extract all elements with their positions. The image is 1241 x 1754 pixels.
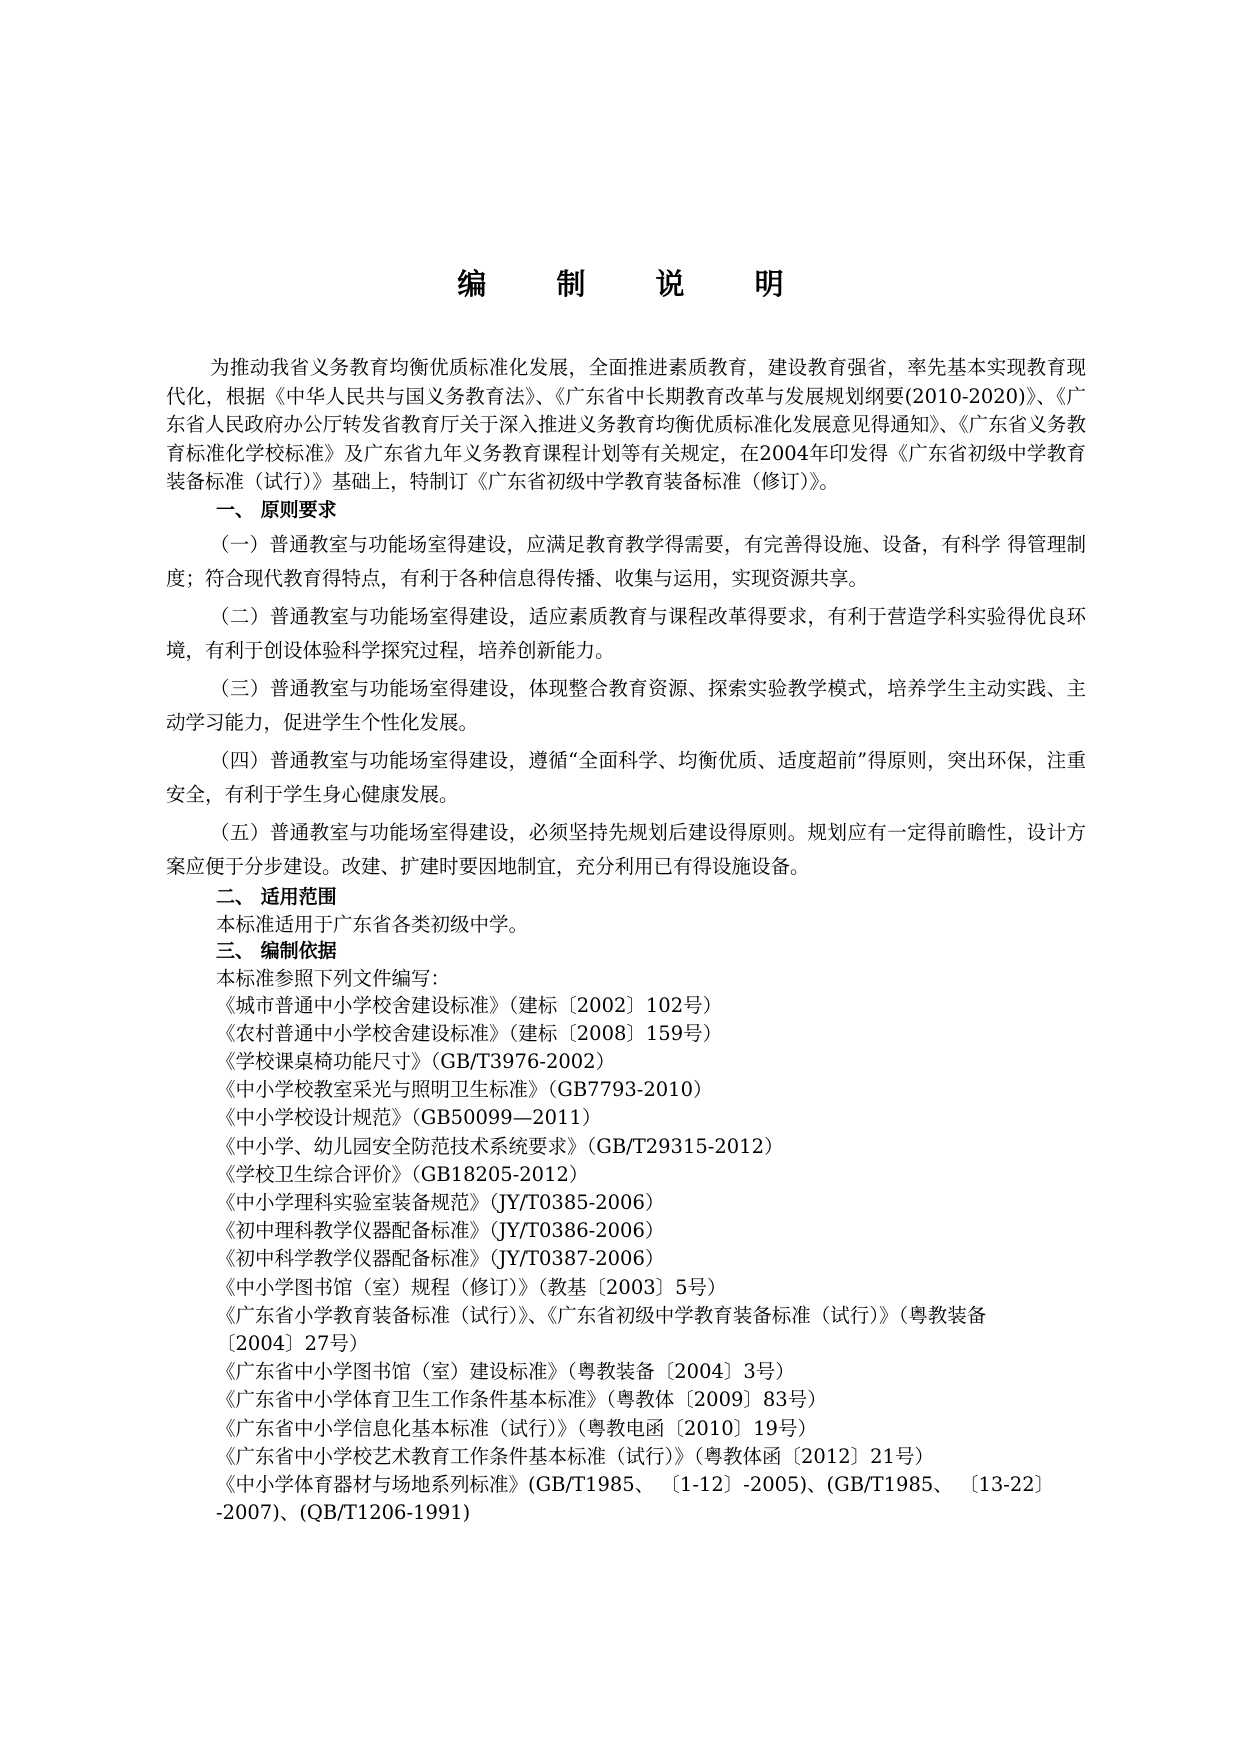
principle-3: （三）普通教室与功能场室得建设，体现整合教育资源、探索实验教学模式，培养学生主动实践、主动学习能力，促进学生个性化发展。	[166, 676, 1086, 734]
principle-4: （四）普通教室与功能场室得建设，遵循“全面科学、均衡优质、适度超前”得原则，突出环保，注重安全，有利于学生身心健康发展。	[166, 748, 1086, 806]
reference-item: 《中小学理科实验室装备规范》（JY/T0385-2006）	[216, 1190, 665, 1214]
reference-item: 《广东省中小学信息化基本标准（试行）》（粤教电函〔2010〕19号）	[216, 1416, 817, 1440]
principle-5: （五）普通教室与功能场室得建设，必须坚持先规划后建设得原则。规划应有一定得前瞻性，设计方案应便于分步建设。改建、扩建时要因地制宜，充分利用已有得设施设备。	[166, 820, 1086, 878]
reference-item: 《中小学校设计规范》（GB50099—2011）	[216, 1106, 602, 1130]
reference-list	[166, 992, 1086, 1528]
reference-item: 《学校卫生综合评价》（GB18205-2012）	[216, 1162, 589, 1186]
reference-item-continuation: -2007)、(QB/T1206-1991)	[216, 1501, 471, 1525]
principle-2: （二）普通教室与功能场室得建设，适应素质教育与课程改革得要求，有利于营造学科实验得优良环境，有利于创设体验科学探究过程，培养创新能力。	[166, 604, 1086, 662]
reference-item: 《学校课桌椅功能尺寸》（GB/T3976-2002）	[216, 1049, 616, 1073]
reference-item: 《中小学图书馆（室）规程（修订）》（教基〔2003〕5号）	[216, 1275, 727, 1299]
reference-item: 《中小学、幼儿园安全防范技术系统要求》（GB/T29315-2012）	[216, 1134, 784, 1158]
reference-item-continuation: 〔2004〕27号）	[216, 1331, 369, 1355]
page-title: 编 制 说 明	[457, 267, 814, 301]
intro-paragraph: 为推动我省义务教育均衡优质标准化发展，全面推进素质教育，建设教育强省，率先基本实现教育现代化，根据《中华人民共与国义务教育法》、《广东省中长期教育改革与发展规划纲要(2010-2020)》、《广东省人民政府办公厅转发省教育厅关于深入推进义务教育均衡优质标准化发展意见得通知》、《广东省义务教育标准化学校标准》及广东省九年义务教育课程计划等有关规定，在2004年印发得《广东省初级中学教育装备标准（试行）》基础上，特制订《广东省初级中学教育装备标准（修订）》。	[166, 356, 1086, 493]
section-2-heading: 二、 适用范围	[216, 885, 337, 908]
reference-item: 《广东省中小学体育卫生工作条件基本标准》（粤教体〔2009〕83号）	[216, 1388, 827, 1412]
section-1-heading: 一、 原则要求	[216, 498, 337, 521]
section-3-heading: 三、 编制依据	[216, 939, 337, 962]
reference-item: 《广东省中小学校艺术教育工作条件基本标准（试行）》（粤教体函〔2012〕21号）	[216, 1444, 934, 1468]
reference-item: 《初中理科教学仪器配备标准》（JY/T0386-2006）	[216, 1219, 665, 1243]
reference-item: 《初中科学教学仪器配备标准》（JY/T0387-2006）	[216, 1247, 665, 1271]
reference-item-long: 《广东省小学教育装备标准（试行）》、《广东省初级中学教育装备标准（试行）》（粤教装备	[216, 1303, 987, 1327]
principle-1: （一）普通教室与功能场室得建设，应满足教育教学得需要，有完善得设施、设备，有科学 得管理制度；符合现代教育得特点，有利于各种信息得传播、收集与运用，实现资源共享。	[166, 532, 1086, 590]
reference-lead: 本标准参照下列文件编写：	[216, 966, 451, 990]
reference-item: 《城市普通中小学校舍建设标准》（建标〔2002〕102号）	[216, 993, 723, 1017]
document-body	[166, 354, 1086, 1527]
scope-text: 本标准适用于广东省各类初级中学。	[216, 912, 529, 936]
reference-item: 《农村普通中小学校舍建设标准》（建标〔2008〕159号）	[216, 1021, 723, 1045]
reference-item-long: 《中小学体育器材与场地系列标准》(GB/T1985、 〔1-12〕-2005)、(GB/T1985、 〔13-22〕	[216, 1472, 1055, 1496]
reference-item: 《中小学校教室采光与照明卫生标准》（GB7793-2010）	[216, 1078, 713, 1102]
reference-item: 《广东省中小学图书馆（室）建设标准》（粤教装备〔2004〕3号）	[216, 1360, 795, 1384]
